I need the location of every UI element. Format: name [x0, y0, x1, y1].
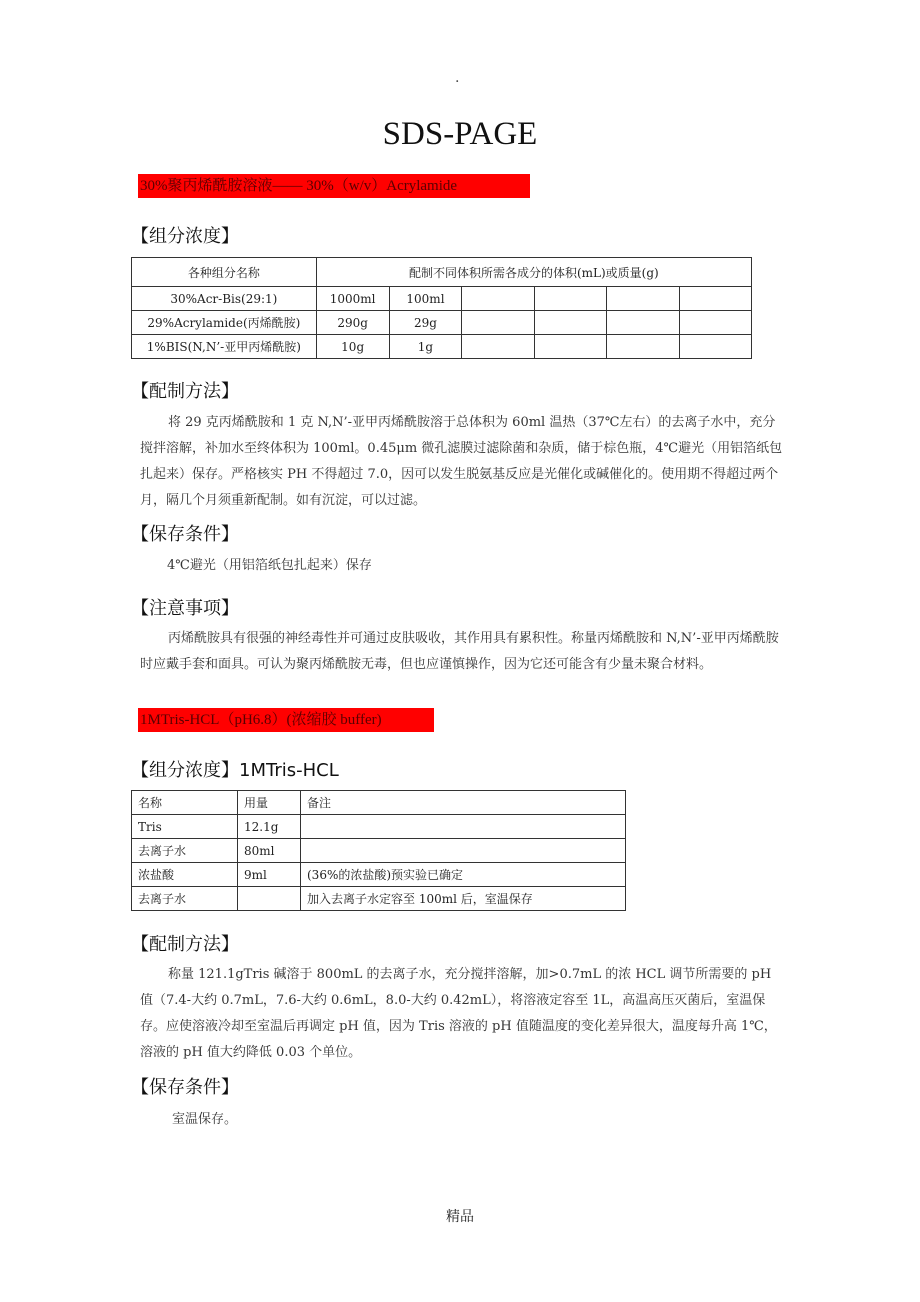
table-row — [132, 287, 752, 311]
table-cell — [679, 335, 751, 359]
table-cell: (36%的浓盐酸)预实验已确定 — [301, 863, 626, 887]
table-cell: 30%Acr-Bis(29:1) — [132, 287, 317, 311]
table-cell — [679, 311, 751, 335]
table-cell — [607, 311, 679, 335]
table-row — [132, 887, 626, 911]
table-header-volumes: 配制不同体积所需各成分的体积(mL)或质量(g) — [316, 258, 751, 287]
table-row — [132, 815, 626, 839]
section1-method-heading: 【配制方法】 — [131, 381, 239, 402]
table-header: 备注 — [301, 791, 626, 815]
table-cell: 加入去离子水定容至 100ml 后，室温保存 — [301, 887, 626, 911]
section2-storage-heading: 【保存条件】 — [131, 1077, 239, 1098]
section1-storage-text: 4℃避光（用铝箔纸包扎起来）保存 — [167, 558, 372, 573]
section1-table — [131, 257, 752, 359]
table-cell: 9ml — [238, 863, 301, 887]
table-cell: Tris — [132, 815, 238, 839]
table-cell — [607, 287, 679, 311]
table-cell: 浓盐酸 — [132, 863, 238, 887]
table-cell — [534, 311, 606, 335]
table-cell: 290g — [316, 311, 389, 335]
table-row — [132, 863, 626, 887]
footer-label: 精品 — [446, 1209, 474, 1225]
table-row — [132, 839, 626, 863]
section2-table — [131, 790, 626, 911]
section2-method-heading: 【配制方法】 — [131, 934, 239, 955]
table-header-name: 各种组分名称 — [132, 258, 317, 287]
table-row — [132, 335, 752, 359]
table-cell: 去离子水 — [132, 887, 238, 911]
table-cell — [301, 839, 626, 863]
page-title: SDS-PAGE — [382, 116, 538, 152]
table-cell — [534, 287, 606, 311]
section1-banner: 30%聚丙烯酰胺溶液—— 30%（w/v）Acrylamide — [138, 174, 530, 198]
section2-composition-heading: 【组分浓度】1MTris-HCL — [131, 760, 339, 781]
section2-banner: 1MTris-HCL（pH6.8）(浓缩胶 buffer) — [138, 708, 434, 732]
section1-method-text: 将 29 克丙烯酰胺和 1 克 N,N’-亚甲丙烯酰胺溶于总体积为 60ml 温热（37℃左右）的去离子水中，充分搅拌溶解，补加水至终体积为 100ml。0.45μm 微孔滤膜过滤除菌和杂质，储于棕色瓶，4℃避光（用铝箔纸包扎起来）保存。严格核实 PH 不得超过 7.0，因可以发生脱氨基反应是光催化或碱催化的。使用期不得超过两个月，隔几个月须重新配制。如有沉淀，可以过滤。 — [140, 415, 783, 508]
table-cell: 12.1g — [238, 815, 301, 839]
table-header: 用量 — [238, 791, 301, 815]
table-header: 名称 — [132, 791, 238, 815]
table-cell: 1%BIS(N,N’-亚甲丙烯酰胺) — [132, 335, 317, 359]
section2-method-text: 称量 121.1gTris 碱溶于 800mL 的去离子水，充分搅拌溶解，加>0.7mL 的浓 HCL 调节所需要的 pH 值（7.4-大约 0.7mL，7.6-大约 0.6mL，8.0-大约 0.42mL），将溶液定容至 1L，高温高压灭菌后，室温保存。应使溶液冷却至室温后再调定 pH 值，因为 Tris 溶液的 pH 值随温度的变化差异很大，温度每升高 1℃，溶液的 pH 值大约降低 0.03 个单位。 — [140, 967, 777, 1060]
section1-composition-heading: 【组分浓度】 — [131, 226, 239, 247]
table-cell: 10g — [316, 335, 389, 359]
table-row — [132, 311, 752, 335]
section2-storage-text: 室温保存。 — [172, 1112, 238, 1127]
table-cell — [607, 335, 679, 359]
table-cell — [679, 287, 751, 311]
header-mark: . — [455, 70, 460, 86]
table-cell — [238, 887, 301, 911]
section1-storage-heading: 【保存条件】 — [131, 524, 239, 545]
table-cell: 29%Acrylamide(丙烯酰胺) — [132, 311, 317, 335]
table-header-row — [132, 791, 626, 815]
table-cell: 80ml — [238, 839, 301, 863]
table-cell — [534, 335, 606, 359]
table-cell — [462, 311, 534, 335]
table-cell — [462, 335, 534, 359]
section1-notes-heading: 【注意事项】 — [131, 598, 239, 619]
table-cell: 29g — [389, 311, 462, 335]
table-cell: 100ml — [389, 287, 462, 311]
table-cell: 1g — [389, 335, 462, 359]
section1-notes-text: 丙烯酰胺具有很强的神经毒性并可通过皮肤吸收，其作用具有累积性。称量丙烯酰胺和 N,N’-亚甲丙烯酰胺时应戴手套和面具。可认为聚丙烯酰胺无毒，但也应谨慎操作，因为它还可能含有少量未聚合材料。 — [140, 631, 779, 672]
table-cell — [301, 815, 626, 839]
table-cell: 去离子水 — [132, 839, 238, 863]
table-cell: 1000ml — [316, 287, 389, 311]
table-cell — [462, 287, 534, 311]
